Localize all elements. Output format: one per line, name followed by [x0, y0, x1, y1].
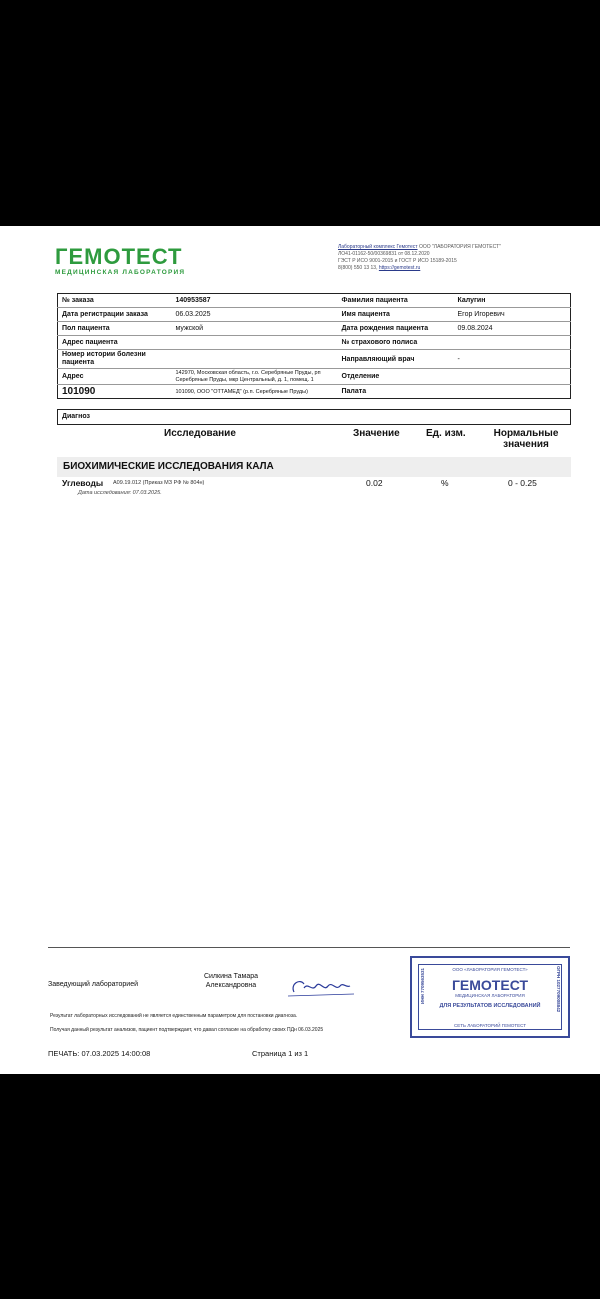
logo-main: ГЕМОТЕСТ: [55, 244, 183, 269]
signature: [286, 972, 356, 1002]
stamp-inner: [418, 964, 562, 1030]
regdate-value: 06.03.2025: [172, 308, 338, 322]
sex-label: Пол пациента: [58, 322, 172, 336]
result-date: Дата исследования: 07.03.2025.: [78, 490, 162, 496]
code-org: 101090, ООО "ОТТАМЕД" (р.п. Серебряные Пруды): [172, 385, 338, 399]
dept-label: Отделение: [338, 369, 454, 385]
diagnosis-label: Диагноз: [57, 409, 571, 425]
note-2: Получая данный результат анализов, пациент подтверждает, что давал согласие на обработку своих ПДн 06.03.2025: [50, 1027, 324, 1033]
note-1: Результат лабораторных исследований не является единственным параметром для постановки диагноза.: [50, 1013, 298, 1019]
result-value: 0.02: [366, 478, 383, 488]
addr-value: 142970, Московская область, г.о. Серебряные Пруды, рп Серебряные Пруды, мкр Центральный, д. 1, помещ. 1: [172, 369, 338, 385]
result-code: A09.19.012 (Приказ МЗ РФ № 804н): [113, 480, 205, 486]
col-value: Значение: [353, 428, 400, 439]
code-value: 101090: [58, 385, 172, 399]
name-value: Егор Игоревич: [454, 308, 571, 322]
license-phone: 8(800) 550 13 13,: [338, 265, 378, 271]
section-title: БИОХИМИЧЕСКИЕ ИССЛЕДОВАНИЯ КАЛА: [57, 457, 571, 477]
sex-value: мужской: [172, 322, 338, 336]
order-label: № заказа: [62, 297, 94, 304]
report-page: [0, 226, 600, 1074]
print-time: ПЕЧАТЬ: 07.03.2025 14:00:08: [48, 1049, 151, 1058]
dob-value: 09.08.2024: [454, 322, 571, 336]
logo-sub: МЕДИЦИНСКАЯ ЛАБОРАТОРИЯ: [55, 269, 186, 276]
doctor-value: -: [454, 350, 571, 369]
col-unit: Ед. изм.: [426, 428, 466, 439]
result-name: Углеводы: [62, 478, 104, 488]
address-value: [172, 336, 338, 350]
stamp-mid: ДЛЯ РЕЗУЛЬТАТОВ ИССЛЕДОВАНИЙ: [439, 1003, 541, 1009]
license-number: ЛО41-01162-50/00369831 от 08.12.2020: [338, 251, 430, 257]
head-name: Силкина Тамара Александровна: [203, 973, 259, 989]
stamp-bot: СЕТЬ ЛАБОРАТОРИЙ ГЕМОТЕСТ: [454, 1023, 526, 1028]
surname-value: Калугин: [457, 297, 486, 304]
result-normal: 0 - 0.25: [508, 478, 537, 488]
col-normal: Нормальные значения: [493, 428, 559, 450]
ward-label: Палата: [338, 385, 454, 399]
license-standards: ГЭСТ Р ИСО 9001-2015 и ГОСТ Р ИСО 15189-2015: [338, 258, 457, 264]
license-org: ООО "ЛАБОРАТОРИЯ ГЕМОТЕСТ": [417, 244, 501, 250]
result-unit: %: [441, 478, 449, 488]
stamp-sub: МЕДИЦИНСКАЯ ЛАБОРАТОРИЯ: [455, 993, 525, 998]
order-value: 140953587: [175, 297, 211, 304]
head-label: Заведующий лабораторией: [48, 981, 138, 988]
addr-label: Адрес: [58, 369, 172, 385]
license-link[interactable]: Лабораторный комплекс Гемотест: [338, 244, 418, 250]
dob-label: Дата рождения пациента: [338, 322, 454, 336]
page-number: Страница 1 из 1: [252, 1049, 309, 1058]
ward-value: [454, 385, 571, 399]
doctor-label: Направляющий врач: [338, 350, 454, 369]
name-label: Имя пациента: [338, 308, 454, 322]
surname-label: Фамилия пациента: [341, 297, 408, 304]
regdate-label: Дата регистрации заказа: [58, 308, 172, 322]
patient-info-table: [57, 293, 571, 399]
history-value: [172, 350, 338, 369]
gemotest-logo: [55, 246, 185, 276]
policy-label: № страхового полиса: [338, 336, 454, 350]
footer-divider: [48, 947, 570, 948]
policy-value: [454, 336, 571, 350]
history-label: Номер истории болезни пациента: [58, 350, 172, 369]
stamp-ogrn: ОГРН 1027709008842: [556, 966, 561, 1013]
stamp-top: ООО «ЛАБОРАТОРИЯ ГЕМОТЕСТ»: [452, 967, 528, 972]
col-study: Исследование: [164, 428, 236, 439]
stamp-main: ГЕМОТЕСТ: [451, 977, 529, 993]
address-label: Адрес пациента: [58, 336, 172, 350]
stamp-inn: ИНН 7709563531: [420, 968, 425, 1005]
lab-stamp: [410, 956, 570, 1038]
dept-value: [454, 369, 571, 385]
license-block: [338, 244, 578, 272]
website-link[interactable]: https://gemotest.ru: [378, 265, 421, 271]
